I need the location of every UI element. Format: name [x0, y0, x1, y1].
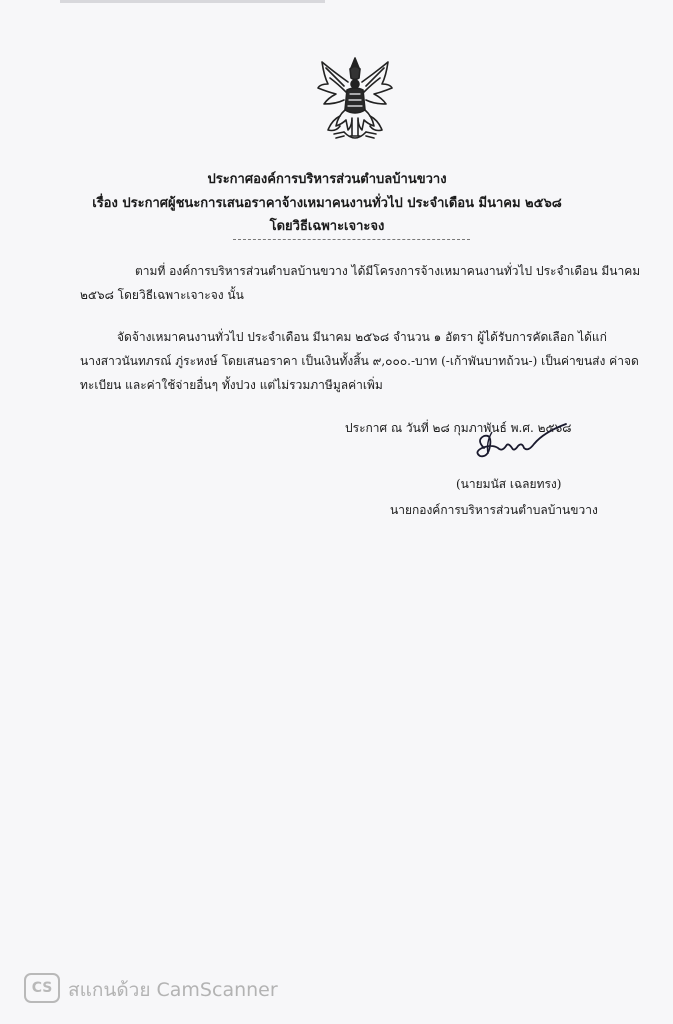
body-paragraph-1-line-1: ตามที่ องค์การบริหารส่วนตำบลบ้านขวาง ได้มีโครงการจ้างเหมาคนงานทั่วไป ประจำเดือน มีนาคม — [135, 264, 641, 278]
method-line: โดยวิธีเฉพาะเจาะจง — [269, 219, 385, 234]
camscanner-watermark: สแกนด้วย CamScanner — [68, 979, 278, 1001]
garuda-emblem-icon — [314, 54, 396, 146]
divider — [233, 239, 470, 240]
signatory-name: (นายมนัส เฉลยทรง) — [456, 477, 562, 491]
body-paragraph-2-line-3: ทะเบียน และค่าใช้จ่ายอื่นๆ ทั้งปวง แต่ไม่รวมภาษีมูลค่าเพิ่ม — [80, 378, 383, 392]
camscanner-logo: CS — [24, 973, 60, 1003]
subject-line: เรื่อง ประกาศผู้ชนะการเสนอราคาจ้างเหมาคนงานทั่วไป ประจำเดือน มีนาคม ๒๕๖๘ — [92, 196, 562, 211]
body-paragraph-1-line-2: ๒๕๖๘ โดยวิธีเฉพาะเจาะจง นั้น — [80, 288, 244, 302]
announcement-date: ประกาศ ณ วันที่ ๒๘ กุมภาพันธ์ พ.ศ. ๒๕๖๘ — [345, 421, 572, 435]
body-paragraph-2-line-2: นางสาวนันทภรณ์ ภู่ระหงษ์ โดยเสนอราคา เป็นเงินทั้งสิ้น ๙,๐๐๐.-บาท (-เก้าพันบาทถ้วน-) เป็นค่าขนส่ง ค่าจด — [80, 354, 639, 368]
announcement-heading: ประกาศองค์การบริหารส่วนตำบลบ้านขวาง — [207, 172, 447, 187]
scan-edge — [60, 0, 325, 3]
body-paragraph-2-line-1: จัดจ้างเหมาคนงานทั่วไป ประจำเดือน มีนาคม ๒๕๖๘ จำนวน ๑ อัตรา ผู้ได้รับการคัดเลือก ได้แก่ — [117, 330, 607, 344]
signature-icon — [470, 418, 580, 466]
signatory-position: นายกองค์การบริหารส่วนตำบลบ้านขวาง — [390, 503, 598, 517]
